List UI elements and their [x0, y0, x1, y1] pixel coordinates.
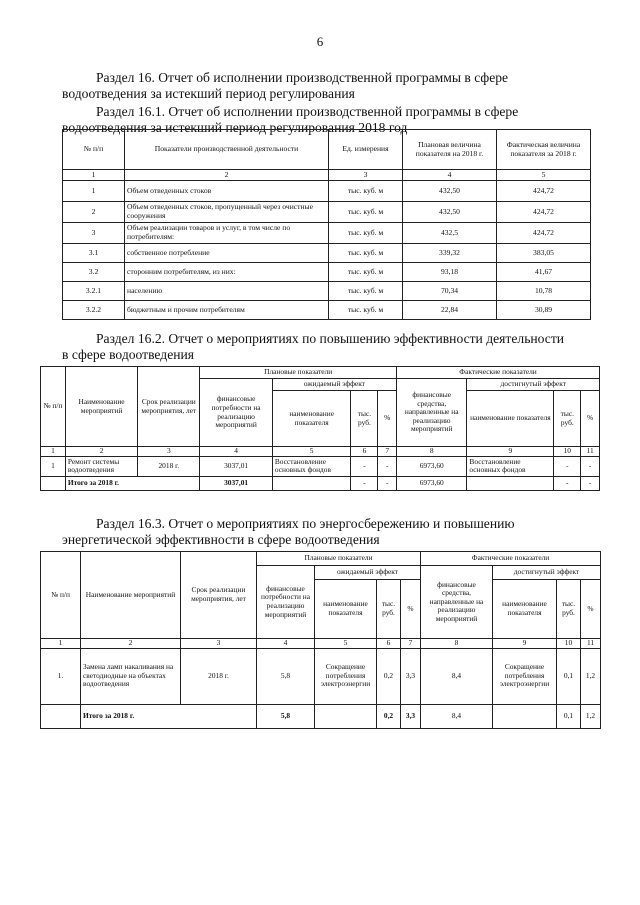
row-fact-rub: 0,1: [557, 648, 581, 704]
col-number: 10: [554, 447, 581, 457]
row-fin-need: 3037,01: [200, 456, 272, 476]
row-name: Объем отведенных стоков, пропущенный через очистные сооружения: [125, 202, 329, 223]
row-name: Объем реализации товаров и услуг, в том числе по потребителям:: [125, 223, 329, 244]
header-indicator-name: наименование показателя: [272, 391, 351, 447]
col-number: 11: [581, 447, 600, 457]
header-name: Наименование мероприятий: [81, 552, 181, 639]
header-term: Срок реализации мероприятия, лет: [181, 552, 257, 639]
table-header-row: [41, 367, 600, 379]
column-numbers-row: [63, 170, 591, 181]
row-fact-pct: 1,2: [581, 648, 601, 704]
header-achieved: достигнутый эффект: [467, 379, 600, 391]
section-16-3-title-line1: Раздел 16.3. Отчет о мероприятиях по энергосбережению и повышению: [96, 516, 515, 531]
table-16-1: [62, 129, 591, 320]
header-expected: ожидаемый эффект: [315, 566, 421, 580]
header-pct: %: [401, 580, 421, 639]
table-row: [63, 244, 591, 263]
header-pct: %: [581, 580, 601, 639]
empty-cell: [315, 704, 377, 728]
col-number: 2: [81, 639, 181, 649]
row-unit: тыс. куб. м: [329, 301, 403, 320]
row-name: Ремонт системы водоотведения: [65, 456, 137, 476]
row-plan: 70,34: [403, 282, 497, 301]
row-unit: тыс. куб. м: [329, 282, 403, 301]
row-num: 1.: [41, 648, 81, 704]
row-fact-rub: -: [554, 456, 581, 476]
page-number: 6: [316, 34, 324, 49]
table-row: [63, 181, 591, 202]
header-plan: Плановая величина показателя на 2018 г.: [403, 130, 497, 170]
total-fin-need: 3037,01: [200, 476, 272, 490]
row-fact: 424,72: [497, 202, 591, 223]
col-number: 3: [138, 447, 200, 457]
column-numbers-row: [41, 639, 601, 649]
row-fin-funds: 6973,60: [397, 456, 467, 476]
col-number: 3: [329, 170, 403, 181]
col-number: 7: [378, 447, 397, 457]
total-row: [41, 476, 600, 490]
col-number: 9: [493, 639, 557, 649]
section-16-title-line2: водоотведения за истекший период регулирования: [62, 86, 355, 101]
header-actual: Фактические показатели: [421, 552, 601, 566]
total-row: [41, 704, 601, 728]
row-num: 3: [63, 223, 125, 244]
table-16-2: [40, 366, 600, 491]
col-number: 8: [421, 639, 493, 649]
row-fact: 30,89: [497, 301, 591, 320]
row-name: сторонним потребителям, из них:: [125, 263, 329, 282]
row-plan-indicator: Восстановление основных фондов: [272, 456, 351, 476]
row-num: 3.2.1: [63, 282, 125, 301]
column-numbers-row: [41, 447, 600, 457]
row-plan: 93,18: [403, 263, 497, 282]
row-num: 3.2: [63, 263, 125, 282]
total-fact-pct: -: [581, 476, 600, 490]
table-16-3: [40, 551, 601, 729]
row-num: 1: [63, 181, 125, 202]
row-num: 2: [63, 202, 125, 223]
row-fact-pct: -: [581, 456, 600, 476]
table-row: [63, 282, 591, 301]
row-name: бюджетным и прочим потребителям: [125, 301, 329, 320]
total-plan-rub: -: [351, 476, 378, 490]
row-plan-pct: -: [378, 456, 397, 476]
section-16-1-title-line2: водоотведения за истекший период регулирования 2018 год: [62, 120, 408, 135]
col-number: 4: [257, 639, 315, 649]
row-plan-indicator: Сокращение потребления электроэнергии: [315, 648, 377, 704]
total-fin-funds: 6973,60: [397, 476, 467, 490]
row-fact-indicator: Сокращение потребления электроэнергии: [493, 648, 557, 704]
empty-cell: [41, 704, 81, 728]
col-number: 11: [581, 639, 601, 649]
table-row: [63, 202, 591, 223]
row-unit: тыс. куб. м: [329, 181, 403, 202]
col-number: 4: [200, 447, 272, 457]
row-fact: 383,05: [497, 244, 591, 263]
row-fact: 424,72: [497, 181, 591, 202]
row-term: 2018 г.: [181, 648, 257, 704]
row-num: 3.1: [63, 244, 125, 263]
header-planned: Плановые показатели: [257, 552, 421, 566]
empty-cell: [467, 476, 554, 490]
header-pct: %: [581, 391, 600, 447]
row-fin-funds: 8,4: [421, 648, 493, 704]
row-plan: 432,50: [403, 202, 497, 223]
header-fact: Фактическая величина показателя за 2018 г.: [497, 130, 591, 170]
row-plan: 432,5: [403, 223, 497, 244]
row-name: населению: [125, 282, 329, 301]
col-number: 9: [467, 447, 554, 457]
col-number: 5: [497, 170, 591, 181]
header-num: № п/п: [63, 130, 125, 170]
col-number: 2: [65, 447, 137, 457]
col-number: 5: [272, 447, 351, 457]
row-plan-rub: -: [351, 456, 378, 476]
row-fin-need: 5,8: [257, 648, 315, 704]
row-name: собственное потребление: [125, 244, 329, 263]
total-plan-rub: 0,2: [377, 704, 401, 728]
section-16-1-title-line1: Раздел 16.1. Отчет об исполнении производственной программы в сфере: [96, 104, 519, 119]
section-16-2-title-line1: Раздел 16.2. Отчет о мероприятиях по повышению эффективности деятельности: [96, 331, 565, 346]
row-fact: 10,78: [497, 282, 591, 301]
col-number: 6: [351, 447, 378, 457]
header-fin-need: финансовые потребности на реализацию мероприятий: [257, 566, 315, 639]
header-actual: Фактические показатели: [397, 367, 600, 379]
total-label: Итого за 2018 г.: [81, 704, 257, 728]
section-16-3-heading: [62, 516, 590, 548]
total-fin-funds: 8,4: [421, 704, 493, 728]
header-indicator-name: наименование показателя: [315, 580, 377, 639]
header-fin-funds: финансовые средства, направленные на реализацию мероприятий: [421, 566, 493, 639]
empty-cell: [41, 476, 66, 490]
row-plan: 432,50: [403, 181, 497, 202]
header-num: № п/п: [41, 367, 66, 447]
header-pct: %: [378, 391, 397, 447]
col-number: 3: [181, 639, 257, 649]
col-number: 8: [397, 447, 467, 457]
table-row: [63, 301, 591, 320]
header-rub: тыс. руб.: [377, 580, 401, 639]
row-plan: 22,84: [403, 301, 497, 320]
total-plan-pct: 3,3: [401, 704, 421, 728]
row-plan: 339,32: [403, 244, 497, 263]
empty-cell: [493, 704, 557, 728]
table-row: [41, 648, 601, 704]
total-fact-rub: 0,1: [557, 704, 581, 728]
row-plan-rub: 0,2: [377, 648, 401, 704]
header-fin-funds: финансовые средства, направленные на реализацию мероприятий: [397, 379, 467, 447]
section-16-heading: [62, 70, 590, 102]
col-number: 1: [41, 447, 66, 457]
col-number: 1: [63, 170, 125, 181]
header-planned: Плановые показатели: [200, 367, 397, 379]
table-header-row: [63, 130, 591, 170]
header-term: Срок реализации мероприятия, лет: [138, 367, 200, 447]
row-fact: 41,67: [497, 263, 591, 282]
header-achieved: достигнутый эффект: [493, 566, 601, 580]
row-fact: 424,72: [497, 223, 591, 244]
row-term: 2018 г.: [138, 456, 200, 476]
col-number: 7: [401, 639, 421, 649]
header-rub: тыс. руб.: [351, 391, 378, 447]
row-unit: тыс. куб. м: [329, 244, 403, 263]
table-row: [63, 223, 591, 244]
header-expected: ожидаемый эффект: [272, 379, 396, 391]
empty-cell: [272, 476, 351, 490]
total-fin-need: 5,8: [257, 704, 315, 728]
row-unit: тыс. куб. м: [329, 223, 403, 244]
total-fact-pct: 1,2: [581, 704, 601, 728]
col-number: 1: [41, 639, 81, 649]
table-header-row: [41, 552, 601, 566]
header-rub: тыс. руб.: [554, 391, 581, 447]
row-num: 3.2.2: [63, 301, 125, 320]
row-unit: тыс. куб. м: [329, 202, 403, 223]
row-name: Объем отведенных стоков: [125, 181, 329, 202]
header-indicator-name: наименование показателя: [467, 391, 554, 447]
header-indicator-name: наименование показателя: [493, 580, 557, 639]
total-plan-pct: -: [378, 476, 397, 490]
col-number: 5: [315, 639, 377, 649]
section-16-2-heading: [62, 331, 590, 363]
section-16-2-title-line2: в сфере водоотведения: [62, 347, 195, 362]
section-16-3-title-line2: энергетической эффективности в сфере водоотведения: [62, 532, 380, 547]
header-fin-need: финансовые потребности на реализацию мероприятий: [200, 379, 272, 447]
header-rub: тыс. руб.: [557, 580, 581, 639]
row-name: Замена ламп накаливания на светодиодные на объектах водоотведения: [81, 648, 181, 704]
row-plan-pct: 3,3: [401, 648, 421, 704]
row-unit: тыс. куб. м: [329, 263, 403, 282]
total-fact-rub: -: [554, 476, 581, 490]
header-indicator: Показатели производственной деятельности: [125, 130, 329, 170]
total-label: Итого за 2018 г.: [65, 476, 200, 490]
header-num: № п/п: [41, 552, 81, 639]
table-row: [41, 456, 600, 476]
header-name: Наименование мероприятий: [65, 367, 137, 447]
row-num: 1: [41, 456, 66, 476]
row-fact-indicator: Восстановление основных фондов: [467, 456, 554, 476]
col-number: 4: [403, 170, 497, 181]
table-row: [63, 263, 591, 282]
section-16-title-line1: Раздел 16. Отчет об исполнении производственной программы в сфере: [96, 70, 509, 85]
col-number: 2: [125, 170, 329, 181]
col-number: 10: [557, 639, 581, 649]
header-unit: Ед. измерения: [329, 130, 403, 170]
col-number: 6: [377, 639, 401, 649]
